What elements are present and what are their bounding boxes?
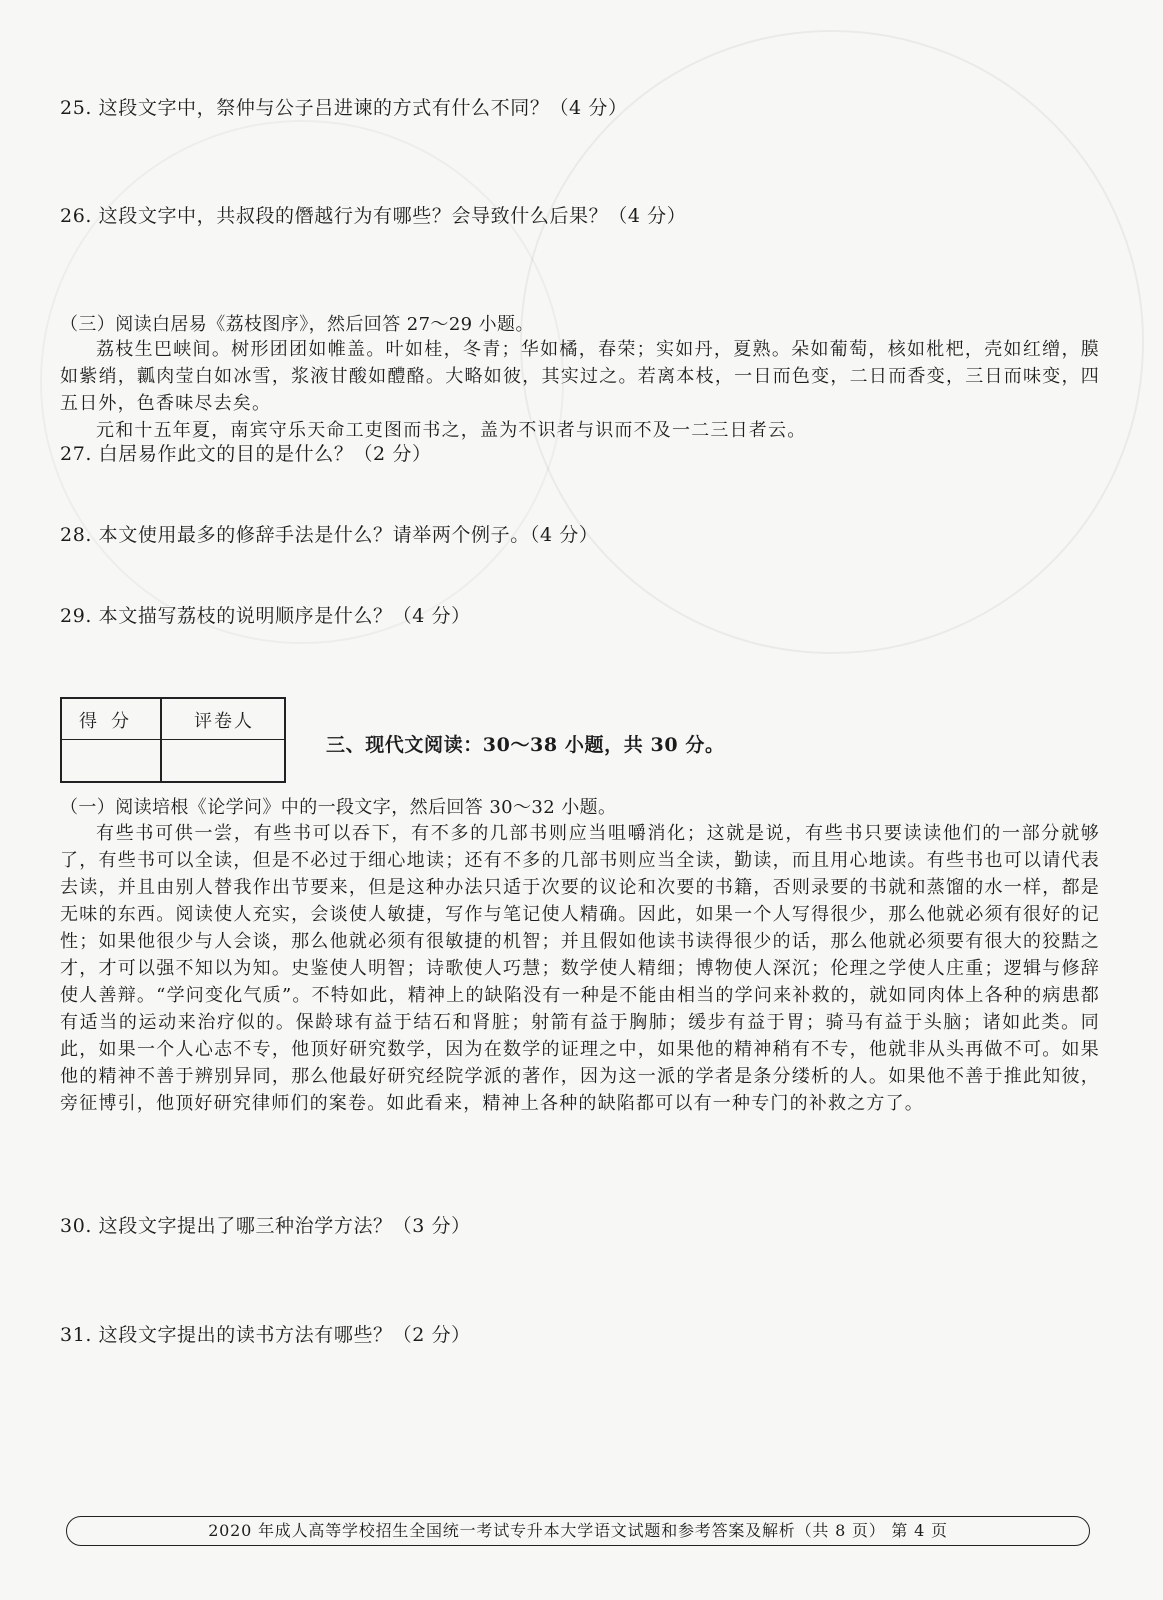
question-26: 26. 这段文字中，共叔段的僭越行为有哪些？会导致什么后果？（4 分） [60, 205, 687, 227]
question-27: 27. 白居易作此文的目的是什么？（2 分） [60, 443, 432, 465]
page-footer: 2020 年成人高等学校招生全国统一考试专升本大学语文试题和参考答案及解析（共 8 页） 第 4 页 [66, 1516, 1090, 1546]
section-3-title: 三、现代文阅读：30～38 小题，共 30 分。 [326, 734, 725, 756]
passage-1-heading: （一）阅读培根《论学问》中的一段文字，然后回答 30～32 小题。 [60, 797, 617, 818]
passage-3-heading: （三）阅读白居易《荔枝图序》，然后回答 27～29 小题。 [60, 314, 534, 335]
question-31: 31. 这段文字提出的读书方法有哪些？（2 分） [60, 1324, 471, 1346]
passage-1-paragraph: 有些书可供一尝，有些书可以吞下，有不多的几部书则应当咀嚼消化；这就是说，有些书只要读读他们的一部分就够了，有些书可以全读，但是不必过于细心地读；还有不多的几部书则应当全读，勤读，而且用心地读。有些书也可以请代表去读，并且由别人替我作出节要来，但是这种办法只适于次要的议论和次要的书籍，否则录要的书就和蒸馏的水一样，都是无味的东西。阅读使人充实，会谈使人敏捷，写作与笔记使人精确。因此，如果一个人写得很少，那么他就必须有很好的记性；如果他很少与人会谈，那么他就必须有很敏捷的机智；并且假如他读书读得很少的话，那么他就必须要有很大的狡黠之才，才可以强不知以为知。史鉴使人明智；诗歌使人巧慧；数学使人精细；博物使人深沉；伦理之学使人庄重；逻辑与修辞使人善辩。“学问变化气质”。不特如此，精神上的缺陷没有一种是不能由相当的学问来补救的，就如同肉体上各种的病患都有适当的运动来治疗似的。保龄球有益于结石和肾脏；射箭有益于胸肺；缓步有益于胃；骑马有益于头脑；诸如此类。同此，如果一个人心志不专，他顶好研究数学，因为在数学的证理之中，如果他的精神稍有不专，他就非从头再做不可。如果他的精神不善于辨别异同，那么他最好研究经院学派的著作，因为这一派的学者是条分缕析的人。如果他不善于推此知彼，旁征博引，他顶好研究律师们的案卷。如此看来，精神上各种的缺陷都可以有一种专门的补救之方了。 [60, 823, 1100, 1114]
question-25: 25. 这段文字中，祭仲与公子吕进谏的方式有什么不同？（4 分） [60, 97, 628, 119]
passage-3-paragraph-2: 元和十五年夏，南宾守乐天命工吏图而书之，盖为不识者与识而不及一二三日者云。 [96, 420, 807, 441]
question-30: 30. 这段文字提出了哪三种治学方法？（3 分） [60, 1215, 471, 1237]
grader-header: 评卷人 [194, 711, 254, 732]
score-table [60, 697, 286, 783]
question-29: 29. 本文描写荔枝的说明顺序是什么？（4 分） [60, 605, 471, 627]
passage-3-paragraph-1: 荔枝生巴峡间。树形团团如帷盖。叶如桂，冬青；华如橘，春荣；实如丹，夏熟。朵如葡萄，核如枇杷，壳如红缯，膜如紫绡，瓤肉莹白如冰雪，浆液甘酸如醴酪。大略如彼，其实过之。若离本枝，一日而色变，二日而香变，三日而味变，四五日外，色香味尽去矣。 [60, 339, 1100, 414]
score-header: 得分 [79, 711, 143, 732]
question-28: 28. 本文使用最多的修辞手法是什么？请举两个例子。（4 分） [60, 524, 599, 546]
